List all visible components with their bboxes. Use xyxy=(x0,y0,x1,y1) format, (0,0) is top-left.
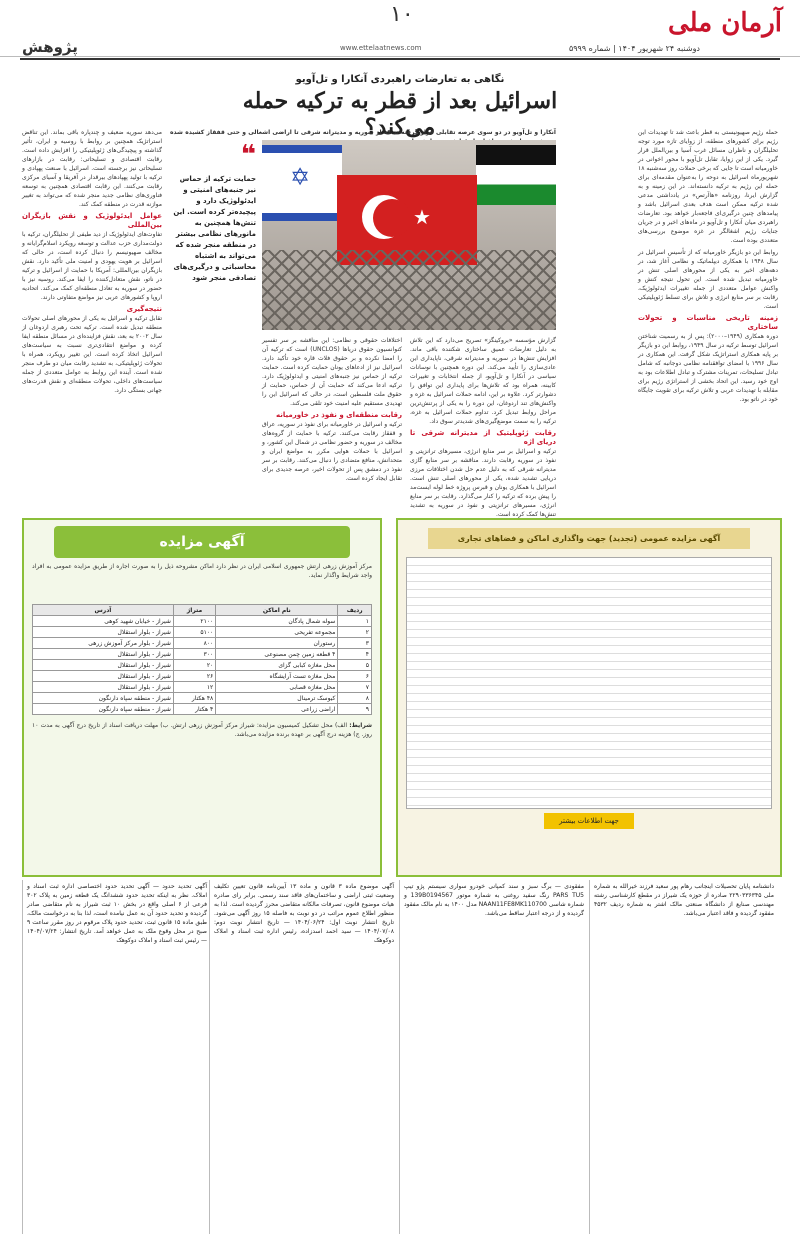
fence-graphic xyxy=(262,250,556,330)
table-cell: ۲۱۰۰ xyxy=(173,616,215,627)
table-cell: سوله شمال پادگان xyxy=(216,616,338,627)
table-row xyxy=(33,649,372,660)
table-row xyxy=(33,627,372,638)
notice-1: آگهی تحدید حدود — آگهی تحدید حدود اختصاصی اداره ثبت اسناد و املاک. نظر به اینکه تحدید حدود ششدانگ یک قطعه زمین به پلاک ۳۰۲ فرعی از ۶ اصلی واقع در بخش ۱۰ ثبت شیراز به نام متقاضی صادر گردیده و تحدید حدود آن به عمل نیامده است، لذا بنا به درخواست مالک، طبق ماده ۱۵ قانون ثبت، تحدید حدود پلاک مرقوم در روز مقرر ساعت ۹ صبح در محل وقوع ملک به عمل خواهد آمد. تاریخ انتشار: ۱۴۰۴/۰۷/۲۴ — رئیس ثبت اسناد و املاک دوکوهک xyxy=(22,880,211,1234)
table-cell: شیراز - بلوار استقلال xyxy=(33,671,174,682)
subheading: زمینه تاریخی مناسبات و تحولات ساختاری xyxy=(638,314,778,331)
table-row xyxy=(33,616,372,627)
article-headline: اسرائیل بعد از قطر به ترکیه حمله می‌کند؟ xyxy=(242,88,558,140)
paragraph: ترکیه و اسرائیل در خاورمیانه برای نفوذ در سوریه، عراق و قفقاز رقابت می‌کنند. ترکیه با حمایت از گروه‌های مخالف در سوریه و حضور نظامی در شمال این کشور، و اسرائیل با حملات هوایی مکرر به مواضع ایران و متحدانش، منافع متضادی را دنبال می‌کنند. رقابت بر سر نفوذ در دمشق پس از تحولات اخیر، عرصه جدیدی برای تقابل ایجاد کرده است. xyxy=(262,421,402,482)
table-cell: ۲ xyxy=(338,627,372,638)
table-cell: شیراز - خیابان شهید کوهی xyxy=(33,616,174,627)
pull-quote xyxy=(170,140,256,330)
notice-4: دانشنامه پایان تحصیلات اینجانب رهام پور سعید فرزند خیرالله به شماره ملی ۲۲۹۰۳۳۶۳۴۵ صادره از حوزه یک شیراز در مقطع کارشناسی رشته مهندسی صنایع از دانشگاه صنعتی مالک اشتر به شماره ردیف ۴۵۳۲ مفقود گردیده و فاقد اعتبار می‌باشد. xyxy=(589,880,778,1234)
paragraph: ترکیه و اسرائیل بر سر منابع انرژی، مسیرهای ترانزیتی و نفوذ در سوریه رقابت دارند. مناقشه بر سر منابع گازی مدیترانه شرقی که به دلیل عدم حل شدن اختلافات مرزی دریایی تشدید شده، یکی از محورهای اصلی تنش است. اسرائیل با همکاری یونان و قبرس پروژه خط لوله ایست‌مد را پیش برده که ترکیه را کنار می‌گذارد. رقابت بر سر منابع انرژی، مسیرهای ترانزیتی و نفوذ در سوریه به تشدید تنش‌ها کمک کرده است. xyxy=(410,448,556,518)
table-row xyxy=(33,693,372,704)
subheading: نتیجه‌گیری xyxy=(126,305,162,313)
tender-table xyxy=(406,557,772,809)
table-cell: اراضی زراعی xyxy=(216,704,338,715)
table-cell: ۲۶ xyxy=(173,671,215,682)
table-row xyxy=(33,638,372,649)
table-cell: رستوران xyxy=(216,638,338,649)
auction-ad-title: آگهی مزایده xyxy=(54,526,350,558)
section-title: پژوهش xyxy=(22,38,78,56)
table-cell: کیوسک ترمینال xyxy=(216,693,338,704)
table-cell: ۸ xyxy=(338,693,372,704)
table-cell: ۹ xyxy=(338,704,372,715)
header-divider xyxy=(20,58,780,60)
table-cell: ۳۰۰ xyxy=(173,649,215,660)
pull-quote-text: حمایت ترکیه از حماس نیز جنبه‌های امنیتی و ایدئولوژیک دارد و پیچیده‌تر کرده است. این تنش‌ها همچنین به مانورهای نظامی بیشتر در منطقه منجر شده که می‌تواند به اشتباه محاسباتی و درگیری‌های تصادفی منجر شود xyxy=(173,175,256,282)
subheading: رقابت منطقه‌ای و نفوذ در خاورمیانه xyxy=(276,411,402,419)
table-header: متراژ xyxy=(173,605,215,616)
table-cell: ۶ xyxy=(338,671,372,682)
paragraph: تفاوت‌های ایدئولوژیک از دید طیفی از تحلیلگران، ترکیه با دولت‌مداری حزب عدالت و توسعه رویکرد اسلام‌گرایانه و مخالف صهیونیسم را دنبال کرده است، در حالی که اسرائیل بر هویت یهودی و امنیت ملی تأکید دارد. نقش بازیگران بین‌المللی: آمریکا با حمایت از اسرائیل و ترکیه در ناتو، نقش متعادل‌کننده را ایفا می‌کند. روسیه نیز با حضور در سوریه به تعادل منطقه‌ای کمک می‌کند. اتحادیه اروپا و کشورهای عربی نیز مواضع متفاوتی دارند. xyxy=(22,231,162,301)
tender-ad-footer: جهت اطلاعات بیشتر xyxy=(544,813,634,829)
paragraph: حمله رژیم صهیونیستی به قطر باعث شد تا تهدیدات این رژیم برای کشورهای منطقه، از زوایای تازه مورد توجه تحلیلگران و ناظران مسائل غرب آسیا و بین‌الملل قرار گیرد. یکی از این زوایا، تقابل تل‌آویو با محور اخوانی در خاورمیانه است تا جایی که برخی حملات روز سه‌شنبه ۱۸ شهریورماه اسرائیل به دوحه را به‌عنوان مقدمه‌ای برای حمله این رژیم به ترکیه دانسته‌اند. در این زمینه و به گزارش ایرنا، روزنامه «هاآرتص» در یادداشتی مدعی شده ترکیه ممکن است هدف بعدی اسرائیل باشد و پیامدهای چنین درگیری‌ای فاجعه‌بار خواهد بود. تعارضات راهبردی میان آنکارا و تل‌آویو در ماه‌های اخیر و در جریان جنایات رژیم اشغالگر در غزه موضوع بررسی‌های متعددی بوده است. xyxy=(638,129,778,244)
auction-ad-intro: مرکز آموزش زرهی ارتش جمهوری اسلامی ایران در نظر دارد اماکن مشروحه ذیل را به صورت اجاره از طریق مزایده عمومی به افراد واجد شرایط واگذار نماید. xyxy=(32,563,372,579)
table-header: ردیف xyxy=(338,605,372,616)
table-cell: ۴ قطعه زمین چمن مصنوعی xyxy=(216,649,338,660)
auction-conditions xyxy=(32,721,372,781)
table-row xyxy=(33,704,372,715)
table-header: نام اماکن xyxy=(216,605,338,616)
table-row xyxy=(33,671,372,682)
table-cell: شیراز - بلوار استقلال xyxy=(33,627,174,638)
table-cell: شیراز - منطقه سپاه دارنگون xyxy=(33,693,174,704)
table-cell: محل مغازه کبابی گزای xyxy=(216,660,338,671)
subheading: رقابت ژئوپلیتیک از مدیترانه شرقی تا دریای اژه xyxy=(410,429,556,446)
table-row xyxy=(33,660,372,671)
subheading: عوامل ایدئولوژیک و نقش بازیگران بین‌المللی xyxy=(22,212,162,229)
paragraph: تقابل ترکیه و اسرائیل به یکی از محورهای اصلی تحولات منطقه تبدیل شده است. ترکیه تحت رهبری اردوغان از سال ۲۰۰۲ به بعد، نقش فزاینده‌ای در مسائل منطقه ایفا کرده و مواضع انتقادی‌تری نسبت به سیاست‌های اسرائیل اتخاذ کرده است. این تغییر رویکرد، همراه با تحولات ژئوپلیتیکی، به تشدید رقابت میان دو طرف منجر شده است. آینده این روابط به عوامل متعددی از جمله سیاست‌های داخلی، تحولات منطقه‌ای و نقش قدرت‌های جهانی بستگی دارد. xyxy=(22,315,162,394)
table-cell: شیراز - بلوار استقلال xyxy=(33,682,174,693)
table-row xyxy=(33,682,372,693)
article-kicker: نگاهی به تعارضات راهبردی آنکارا و تل‌آویو xyxy=(295,74,505,85)
tender-ad-title: آگهی مزایده عمومی (تجدید) جهت واگذاری اماکن و فضاهای تجاری xyxy=(428,528,750,549)
notice-2: آگهی موضوع ماده ۳ قانون و ماده ۱۳ آیین‌نامه قانون تعیین تکلیف وضعیت ثبتی اراضی و ساختمان‌های فاقد سند رسمی. برابر رای صادره هیات موضوع قانون، تصرفات مالکانه متقاضی محرز گردیده است. لذا به منظور اطلاع عموم مراتب در دو نوبت به فاصله ۱۵ روز آگهی می‌شود. تاریخ انتشار نوبت اول: ۱۴۰۴/۰۶/۲۴ — تاریخ انتشار نوبت دوم: ۱۴۰۴/۰۷/۰۸ — سید احمد اسدزاده، رئیس اداره ثبت اسناد و املاک دوکوهک xyxy=(209,880,398,1234)
article-column-1 xyxy=(638,128,778,510)
table-cell: ۷ xyxy=(338,682,372,693)
table-cell: محل مغازه تست آرایشگاه xyxy=(216,671,338,682)
table-cell: محل مغازه قصابی xyxy=(216,682,338,693)
table-cell: شیراز - بلوار استقلال xyxy=(33,649,174,660)
table-cell: ۸۰۰ xyxy=(173,638,215,649)
israel-flag-icon: ✡ xyxy=(262,145,342,221)
table-cell: ۵ xyxy=(338,660,372,671)
table-header: آدرس xyxy=(33,605,174,616)
table-cell: ۳ xyxy=(338,638,372,649)
paragraph: اختلافات حقوقی و نظامی: این مناقشه بر سر تفسیر کنوانسیون حقوق دریاها (UNCLOS) است که ترکیه آن را امضا نکرده و بر حقوق فلات قاره خود تأکید دارد. اسرائیل نیز از ادعاهای یونان حمایت کرده است. حمایت ترکیه از حماس نیز جنبه‌های امنیتی و ایدئولوژیک دارد. ترکیه ادعا می‌کند که حمایت آن از حماس، حمایت از حقوق ملت فلسطین است، در حالی که اسرائیل این را تهدیدی مستقیم علیه امنیت خود تلقی می‌کند. xyxy=(262,337,402,407)
table-cell: ۴۸ هکتار xyxy=(173,693,215,704)
quote-icon: ❝ xyxy=(240,140,256,170)
table-cell: ۱ xyxy=(338,616,372,627)
table-cell: شیراز - بلوار استقلال xyxy=(33,660,174,671)
palestine-flag-icon xyxy=(476,145,556,205)
table-cell: ۱۲ xyxy=(173,682,215,693)
conditions-title: شرایط: xyxy=(349,722,372,729)
paragraph: دوره همکاری (۱۹۴۹–۲۰۰۰): پس از به رسمیت شناختن اسرائیل توسط ترکیه در سال ۱۹۴۹، روابط این دو بازیگر بر پایه همکاری استراتژیک شکل گرفت. این همکاری در سال ۱۹۹۶ با امضای توافقنامه نظامی دوجانبه که شامل تبادل تسلیحات، تمرینات مشترک و تبادل اطلاعات بود به اوج خود رسید. این اتحاد بخشی از استراتژی رژیم برای مقابله با تهدیدات عربی و تلاش ترکیه برای تقویت جایگاه خود در ناتو بود. xyxy=(638,333,778,403)
paragraph: روابط این دو بازیگر خاورمیانه که از تأسیس اسرائیل در سال ۱۹۴۸ با همکاری دیپلماتیک و نظامی آغاز شد، در دهه‌های اخیر به یکی از محورهای اصلی تنش در خاورمیانه تبدیل شده است. این تحول نتیجه کنش و واکنش عوامل متعددی از جمله تغییرات ایدئولوژیک، رقابت بر سر منابع انرژی و تلاش برای تسلط ژئوپلیتیکی است. xyxy=(638,249,779,310)
notice-3: مفقودی — برگ سبز و سند کمپانی خودرو سواری سیستم پژو تیپ PARS TU5 رنگ سفید روغنی به شماره موتور 139B0194567 و شماره شاسی NAAN11FE8MK110700 مدل ۱۴۰۰ به نام مالک مفقود گردیده و از درجه اعتبار ساقط می‌باشد. xyxy=(399,880,588,1234)
tender-ad xyxy=(396,518,782,877)
issue-date: دوشنبه ۲۴ شهریور ۱۴۰۴ | شماره ۵۹۹۹ xyxy=(568,44,700,53)
table-cell: مجموعه تفریحی xyxy=(216,627,338,638)
table-cell: ۴ هکتار xyxy=(173,704,215,715)
article-column-2 xyxy=(410,336,556,518)
paragraph: می‌دهد سوریه ضعیف و چندپاره باقی بماند. این تناقض استراتژیک همچنین بر روابط با روسیه و ایران، تأثیر گذاشته و پیچیدگی‌های ژئوپلیتیکی را افزایش داده است. رقابت اقتصادی و تسلیحاتی: رقابت در بازارهای تسلیحاتی نیز برجسته است. اسرائیل با صنعت پهپادی و ترکیه با تولید پهپادهای بیرقدار در آفریقا و آسیای مرکزی رقابت می‌کنند. این رقابت اقتصادی همچنین به توسعه فناوری‌های نظامی جدید منجر شده که می‌تواند به تغییر موازنه قدرت در منطقه کمک کند. xyxy=(22,129,162,208)
newspaper-logo: آرمان ملی xyxy=(668,8,782,38)
page-number: ۱۰ xyxy=(390,2,414,27)
table-cell: ۵۱۰۰ xyxy=(173,627,215,638)
photo-caption: آنکارا و تل‌آویو در دو سوی عرصه تقابلی قرار گرفته‌اند که از سوریه و مدیترانه شرقی تا اراضی اشغالی و حتی قفقاز کشیده شده xyxy=(170,129,556,136)
article-column-3 xyxy=(262,336,402,510)
table-cell: ۲۰ xyxy=(173,660,215,671)
website-url[interactable]: www.ettelaatnews.com xyxy=(340,44,422,52)
article-photo xyxy=(262,140,556,330)
table-cell: شیراز - منطقه سپاه دارنگون xyxy=(33,704,174,715)
article-column-4 xyxy=(22,128,162,510)
conditions-text: الف) محل تشکیل کمیسیون مزایده: شیراز مرکز آموزش زرهی ارتش. ب) مهلت دریافت اسناد از تاریخ درج آگهی به مدت ۱۰ روز. ج) هزینه درج آگهی بر عهده برنده مزایده می‌باشد. xyxy=(32,722,372,738)
table-cell: ۴ xyxy=(338,649,372,660)
table-cell: شیراز - بلوار مرکز آموزش زرهی xyxy=(33,638,174,649)
auction-table xyxy=(32,604,372,715)
auction-ad xyxy=(22,518,382,877)
paragraph: گزارش مؤسسه «بروکینگز» تصریح می‌دارد که این تلاش به دلیل تعارضات عمیق ساختاری شکننده باقی ماند. افزایش تنش‌ها در سوریه و مدیترانه شرقی، ناپایداری این عادی‌سازی را تأیید می‌کند. این دوره همچنین با نوسانات سیاسی در آنکارا و تل‌آویو، از جمله انتخابات و تغییرات کابینه، همراه بود که تلاش‌ها برای پایداری این توافق را دشوارتر کرد. علاوه بر این، ادامه حملات اسرائیل به غزه و واکنش‌های تند اردوغان، این دوره را به یکی از پرتنش‌ترین مراحل روابط تبدیل کرد. تداوم حملات اسرائیل به غزه، ترکیه را به سمت موضع‌گیری‌های شدیدتر سوق داد. xyxy=(410,337,556,425)
turkey-flag-icon: ★ xyxy=(337,175,477,265)
